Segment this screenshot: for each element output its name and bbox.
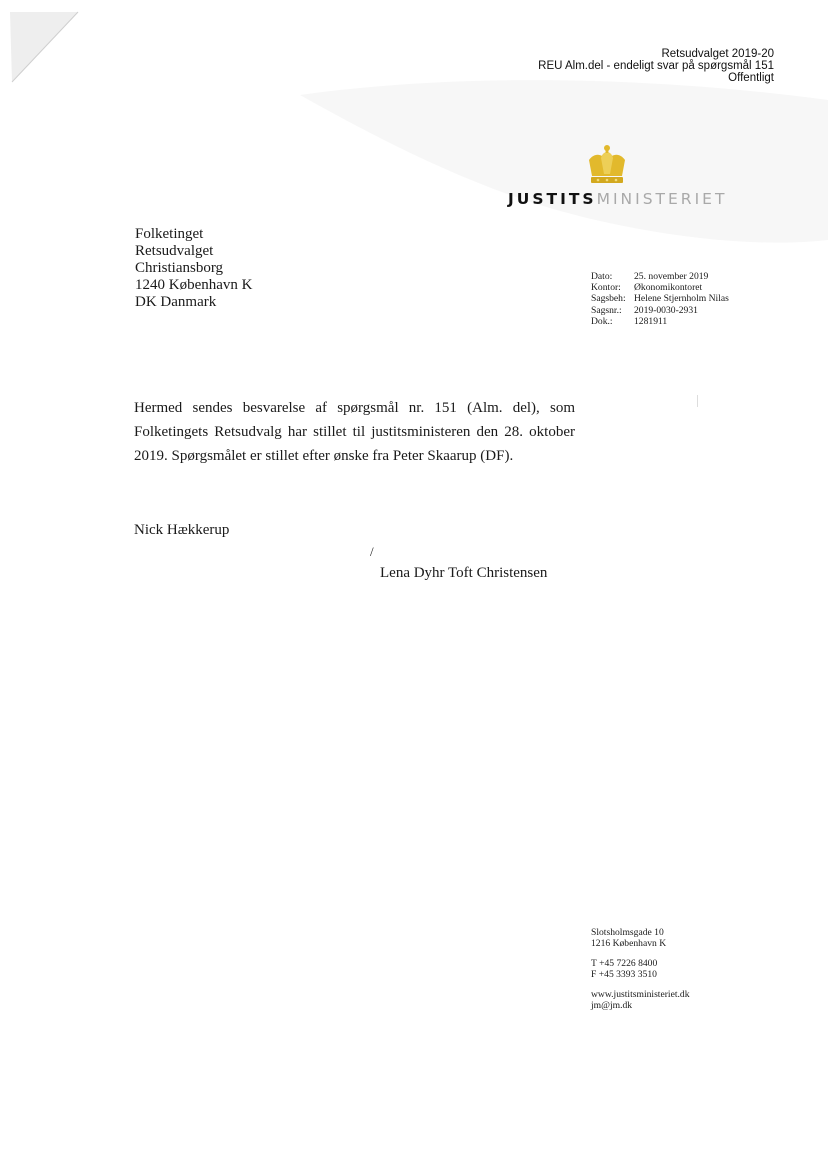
- recipient-name: Folketinget: [135, 226, 204, 242]
- footer-web-link[interactable]: www.justitsministeriet.dk: [591, 989, 690, 1000]
- meta-row: [591, 282, 729, 293]
- scan-mark: [697, 395, 698, 407]
- meta-value: 25. november 2019: [634, 271, 709, 282]
- footer-city: 1216 København K: [591, 938, 667, 949]
- meta-value: 2019-0030-2931: [634, 304, 698, 316]
- meta-value: Økonomikontoret: [634, 282, 703, 294]
- recipient-city: 1240 København K: [135, 277, 253, 293]
- meta-value: Helene Stjernholm Nilas: [634, 293, 729, 305]
- crown-icon: [584, 144, 630, 186]
- case-metadata: [591, 271, 729, 327]
- contact-footer: [591, 927, 690, 1011]
- footer-fax: F +45 3393 3510: [591, 969, 657, 980]
- meta-label: Dok.:: [591, 315, 613, 327]
- meta-label: Sagsbeh:: [591, 293, 626, 305]
- meta-label: Kontor:: [591, 282, 621, 294]
- recipient-country: DK Danmark: [135, 294, 217, 310]
- footer-street: Slotsholmsgade 10: [591, 927, 664, 938]
- recipient-building: Christiansborg: [135, 260, 224, 276]
- meta-label: Sagsnr.:: [591, 304, 622, 316]
- footer-phone: T +45 7226 8400: [591, 958, 658, 969]
- meta-row: [591, 271, 729, 282]
- signature-minister: Nick Hækkerup: [134, 522, 230, 538]
- header-subject: REU Alm.del - endeligt svar på spørgsmål 151: [538, 60, 774, 72]
- recipient-committee: Retsudvalget: [135, 243, 214, 259]
- logo-bold-text: JUSTITS: [508, 190, 597, 208]
- document-header: [538, 48, 774, 84]
- header-classification: Offentligt: [728, 72, 774, 84]
- letter-body: Hermed sendes besvarelse af spørgsmål nr. 151 (Alm. del), som Folketingets Retsudvalg har stillet til justitsministeren den 28. oktober 2019. Spørgsmålet er stillet efter ønske fra Peter Skaarup (DF).: [134, 400, 575, 464]
- background-swoosh: [0, 0, 828, 260]
- footer-email-link[interactable]: jm@jm.dk: [591, 1000, 633, 1011]
- meta-row: [591, 293, 729, 304]
- meta-row: [591, 305, 729, 316]
- logo-light-text: MINISTERIET: [596, 190, 728, 208]
- ministry-logo: [508, 190, 727, 208]
- meta-label: Dato:: [591, 271, 613, 282]
- recipient-address: [135, 226, 252, 311]
- meta-row: [591, 316, 729, 327]
- signature-separator: /: [370, 544, 374, 559]
- header-committee: Retsudvalget 2019-20: [661, 48, 774, 60]
- signature-official: Lena Dyhr Toft Christensen: [380, 565, 548, 581]
- meta-value: 1281911: [634, 315, 668, 327]
